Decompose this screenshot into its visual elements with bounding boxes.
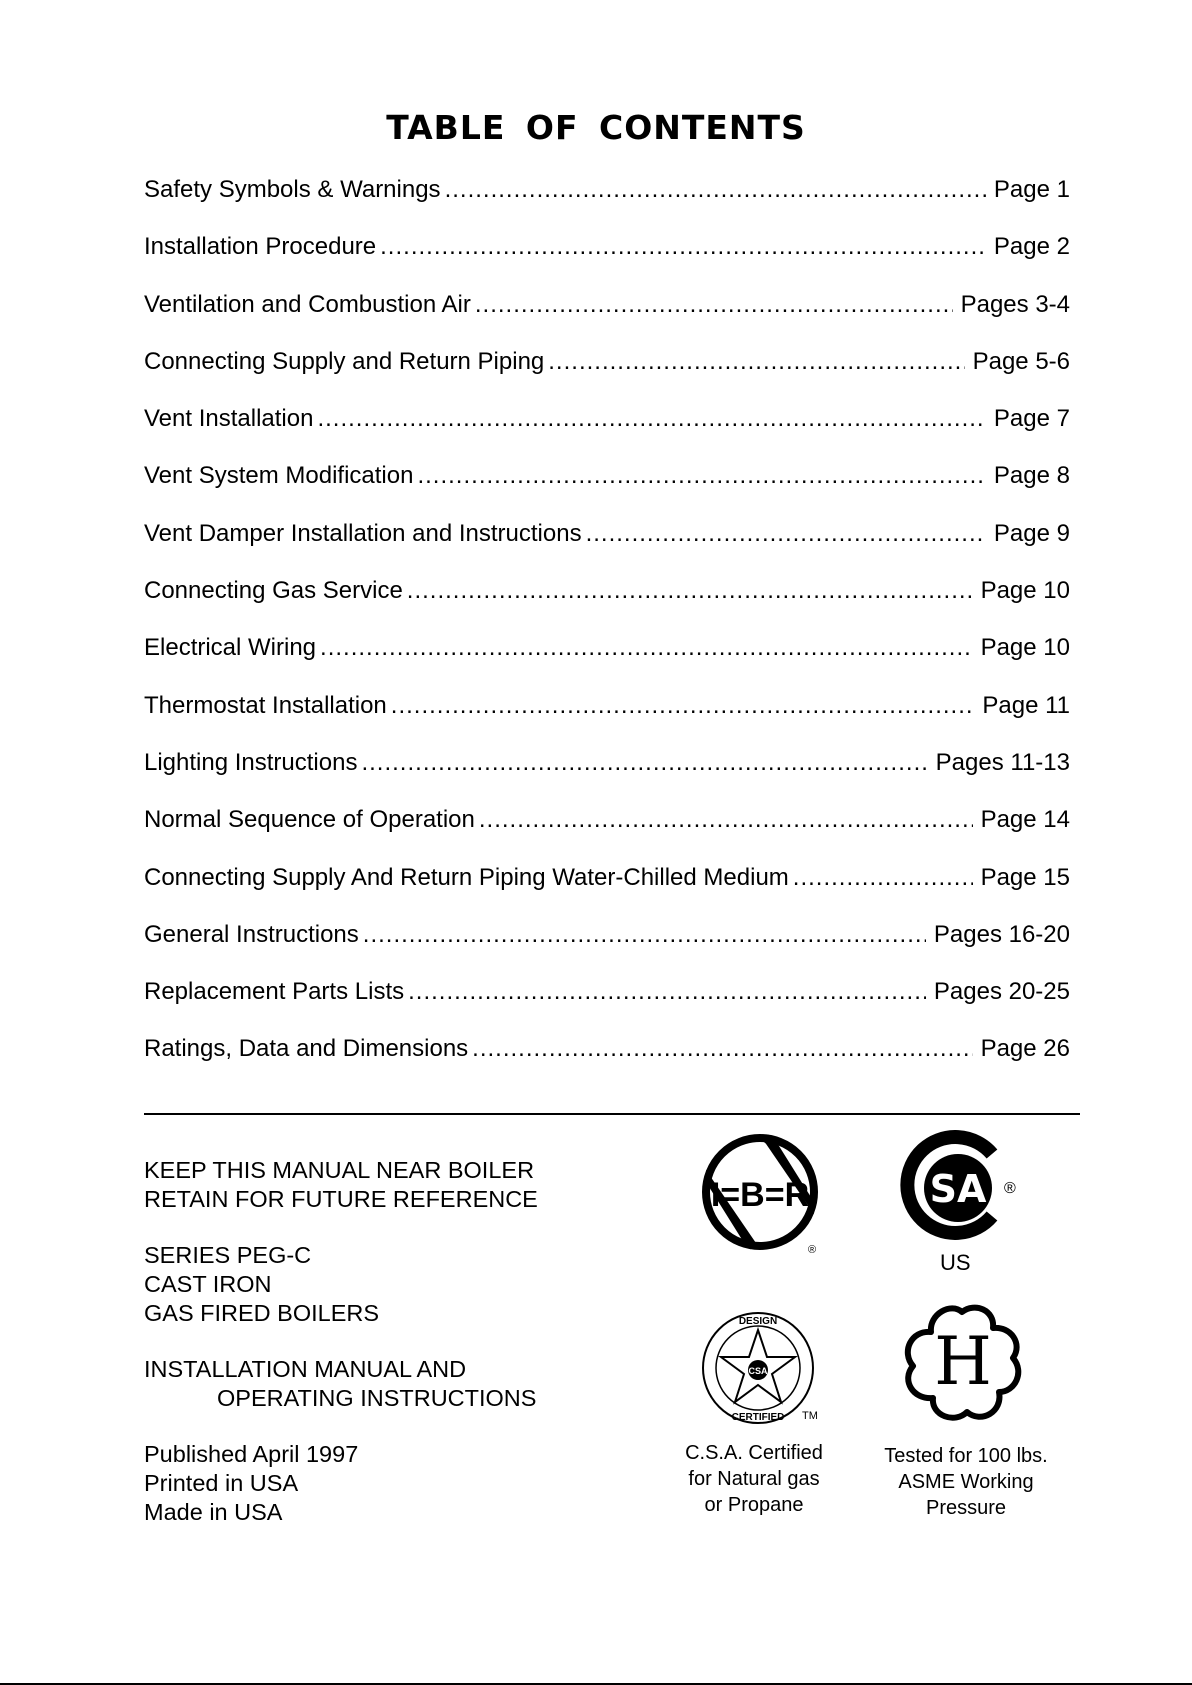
design-bottom-text: CERTIFIED <box>731 1412 785 1423</box>
ibr-logo-graphic <box>700 1132 820 1252</box>
dot-leader <box>472 1035 972 1063</box>
toc-entry <box>144 634 1070 691</box>
caption-line: ASME Working <box>898 1471 1034 1493</box>
csa-logo-graphic <box>900 1130 1010 1240</box>
toc-title: Electrical Wiring <box>144 634 317 662</box>
ibr-logo <box>700 1132 830 1262</box>
toc-page: Page 2 <box>993 233 1070 261</box>
toc-entry <box>144 176 1070 233</box>
toc-page: Page 7 <box>993 405 1070 433</box>
ibr-logo-text: I=B=R <box>710 1176 810 1214</box>
toc-title: Lighting Instructions <box>144 748 358 776</box>
toc-title: Replacement Parts Lists <box>144 978 405 1006</box>
toc-page: Page 26 <box>980 1035 1070 1063</box>
dot-leader <box>361 749 927 777</box>
dot-leader <box>407 577 973 605</box>
toc-title: Safety Symbols & Warnings <box>144 176 441 203</box>
caption-line: or Propane <box>704 1494 804 1516</box>
csa-logo-text: SA <box>929 1167 987 1211</box>
asme-h-letter: H <box>934 1323 992 1400</box>
toc-entry <box>144 520 1070 577</box>
toc-entry <box>144 291 1070 348</box>
dot-leader <box>417 462 985 490</box>
toc-page: Page 15 <box>980 863 1070 891</box>
asme-h-graphic <box>895 1300 1030 1435</box>
toc-page: Page 9 <box>993 519 1070 547</box>
toc-page: Page 5-6 <box>972 347 1070 375</box>
publication-info <box>144 1440 538 1527</box>
toc-title: Installation Procedure <box>144 233 377 261</box>
caption-line: Pressure <box>925 1497 1007 1519</box>
toc-page: Page 8 <box>993 462 1070 490</box>
toc-page: Pages 11-13 <box>935 748 1070 776</box>
toc-title: Connecting Supply And Return Piping Water-Chilled Medium <box>144 863 789 891</box>
dot-leader <box>475 291 953 319</box>
dot-leader <box>445 176 986 204</box>
dot-leader <box>317 405 985 433</box>
series-line: GAS FIRED BOILERS <box>144 1300 380 1326</box>
asme-h-stamp <box>895 1300 1035 1440</box>
toc-entry <box>144 462 1070 519</box>
manual-line: OPERATING INSTRUCTIONS <box>217 1385 537 1411</box>
toc-entry <box>144 405 1070 462</box>
toc-entry <box>144 921 1070 978</box>
toc-title: Vent Damper Installation and Instructions <box>144 519 582 547</box>
toc-title: Vent System Modification <box>144 462 414 490</box>
toc-entry <box>144 348 1070 405</box>
toc-entry <box>144 692 1070 749</box>
dot-leader <box>793 864 973 892</box>
series-info <box>144 1241 538 1328</box>
toc-page: Page 10 <box>980 577 1070 605</box>
toc-page: Pages 20-25 <box>933 978 1070 1006</box>
toc-entry <box>144 577 1070 634</box>
keep-line: KEEP THIS MANUAL NEAR BOILER <box>144 1157 535 1183</box>
toc-title: Normal Sequence of Operation <box>144 806 475 834</box>
toc-title: Ratings, Data and Dimensions <box>144 1035 469 1063</box>
publication-line: Printed in USA <box>144 1470 299 1496</box>
toc-entry <box>144 749 1070 806</box>
caption-line: for Natural gas <box>688 1468 820 1490</box>
toc-page: Page 14 <box>980 806 1070 834</box>
ibr-registered-mark: ® <box>808 1244 817 1256</box>
divider-rule <box>144 1113 1080 1115</box>
toc-title: Thermostat Installation <box>144 691 387 719</box>
design-tm-mark: TM <box>802 1410 818 1422</box>
csa-logo <box>900 1130 1030 1280</box>
page-title: TABLE OF CONTENTS <box>386 108 806 147</box>
csa-us-label: US <box>940 1250 971 1275</box>
toc-entry <box>144 864 1070 921</box>
csa-registered-mark: ® <box>1004 1180 1016 1197</box>
toc-page: Pages 16-20 <box>933 920 1070 948</box>
dot-leader <box>391 692 975 720</box>
toc-page: Page 10 <box>980 634 1070 662</box>
dot-leader <box>548 348 964 376</box>
keep-line: RETAIN FOR FUTURE REFERENCE <box>144 1186 538 1212</box>
dot-leader <box>479 806 973 834</box>
asme-caption <box>866 1443 1066 1521</box>
dot-leader <box>408 978 926 1006</box>
caption-line: Tested for 100 lbs. <box>884 1445 1048 1467</box>
series-line: SERIES PEG-C <box>144 1242 312 1268</box>
toc-title: Connecting Supply and Return Piping <box>144 347 545 375</box>
toc-title: General Instructions <box>144 920 359 948</box>
publication-line: Published April 1997 <box>144 1441 359 1467</box>
manual-type <box>144 1355 538 1413</box>
series-line: CAST IRON <box>144 1271 272 1297</box>
toc-entry <box>144 1035 1070 1092</box>
manual-line: INSTALLATION MANUAL AND <box>144 1356 467 1382</box>
toc-page: Page 11 <box>982 691 1070 719</box>
toc-page: Pages 3-4 <box>960 290 1070 318</box>
toc-page: Page 1 <box>993 176 1070 203</box>
toc-entry <box>144 233 1070 290</box>
design-certified-seal <box>700 1310 830 1440</box>
manual-notes <box>144 1156 538 1554</box>
dot-leader <box>320 634 973 662</box>
keep-notice <box>144 1156 538 1214</box>
toc-entry <box>144 806 1070 863</box>
dot-leader <box>363 921 926 949</box>
toc-title: Ventilation and Combustion Air <box>144 290 471 318</box>
toc-title: Connecting Gas Service <box>144 577 403 605</box>
publication-line: Made in USA <box>144 1499 283 1525</box>
dot-leader <box>586 520 986 548</box>
toc-title: Vent Installation <box>144 405 314 433</box>
design-certified-caption <box>654 1440 854 1518</box>
design-top-text: DESIGN <box>738 1316 778 1327</box>
dot-leader <box>380 233 986 261</box>
table-of-contents <box>144 176 1070 1093</box>
design-inner-text: CSA <box>748 1366 768 1376</box>
toc-entry <box>144 978 1070 1035</box>
caption-line: C.S.A. Certified <box>685 1442 823 1464</box>
